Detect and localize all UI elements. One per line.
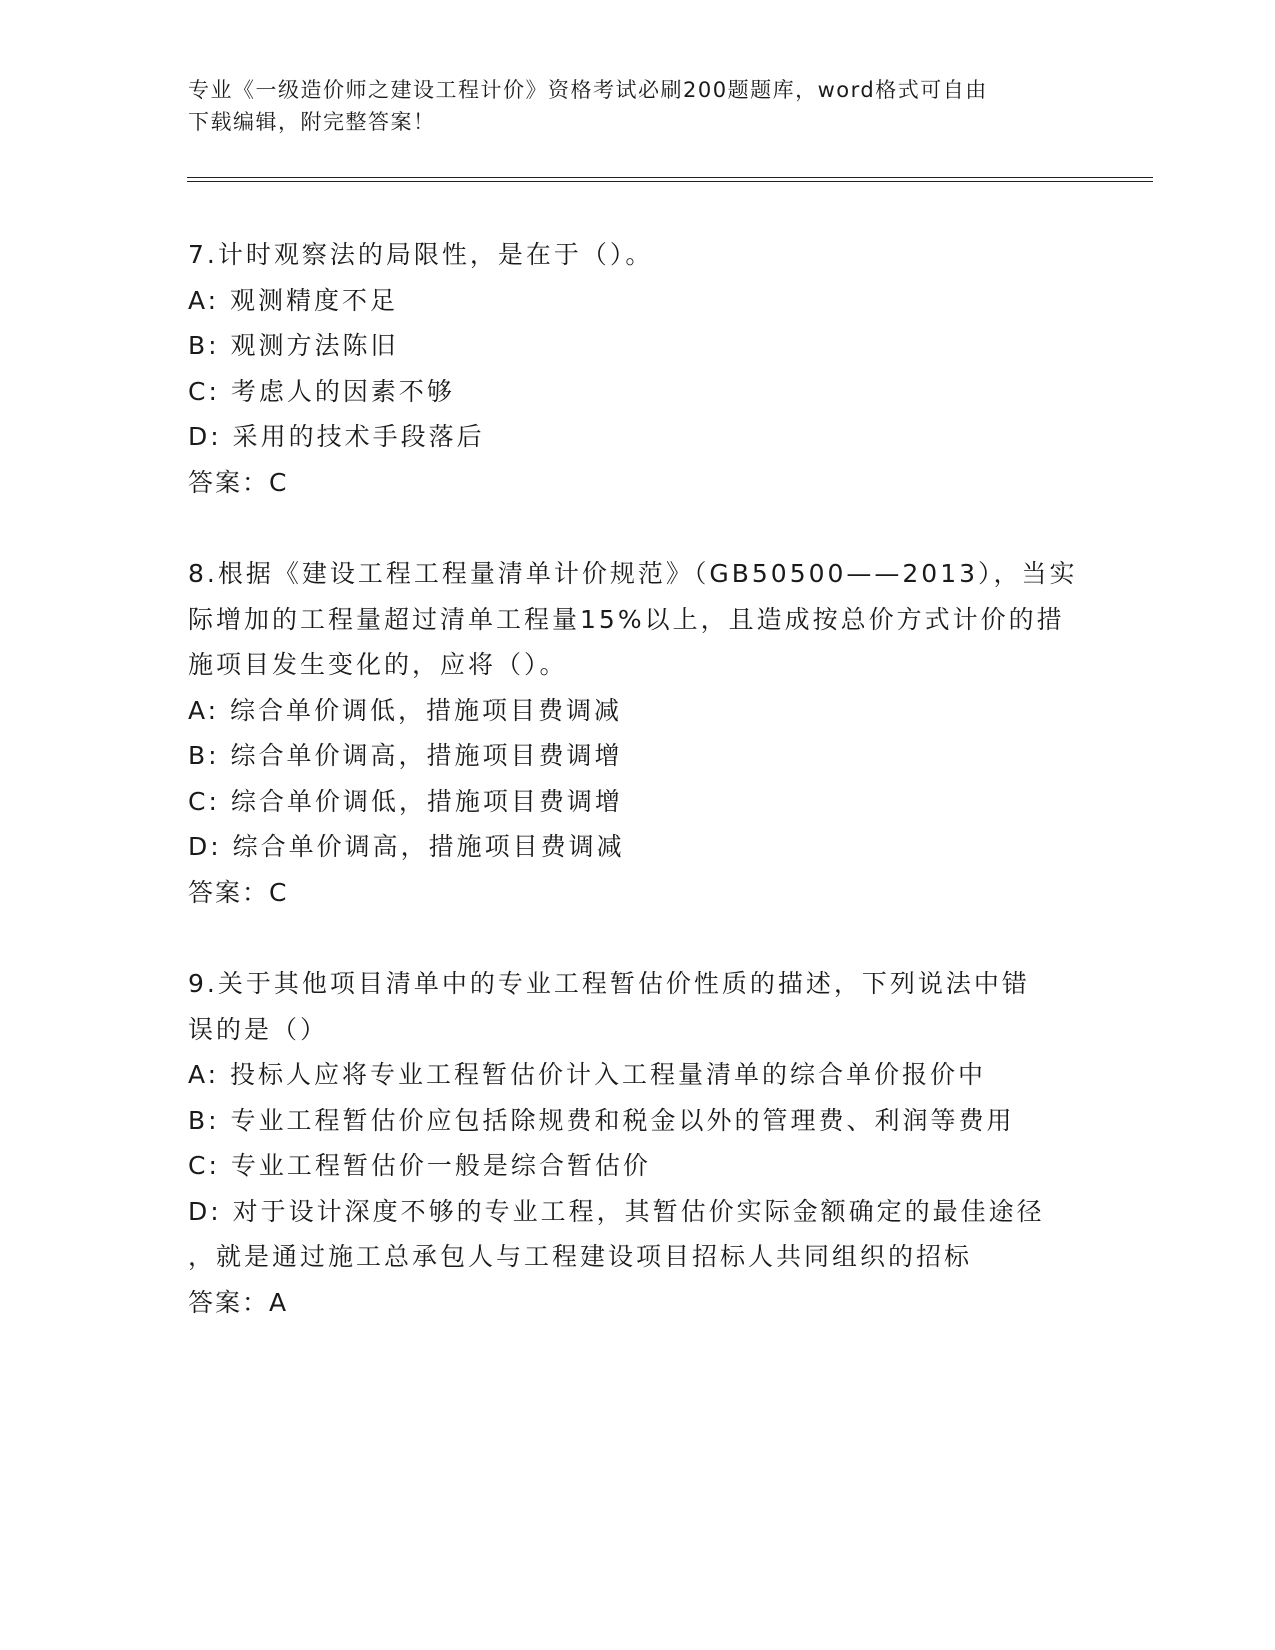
option-d: D: 综合单价调高，措施项目费调减 bbox=[188, 832, 625, 861]
document-header bbox=[188, 74, 1088, 138]
option-c: C: 专业工程暂估价一般是综合暂估价 bbox=[188, 1151, 651, 1180]
option-d-continued: ，就是通过施工总承包人与工程建设项目招标人共同组织的招标 bbox=[188, 1242, 973, 1271]
answer-text: 答案：C bbox=[188, 877, 289, 907]
option-d: D: 对于设计深度不够的专业工程，其暂估价实际金额确定的最佳途径 bbox=[188, 1196, 1045, 1226]
option-c: C: 考虑人的因素不够 bbox=[188, 376, 455, 406]
option-a: A: 综合单价调低，措施项目费调减 bbox=[188, 695, 623, 725]
question-stem: 际增加的工程量超过清单工程量15%以上，且造成按总价方式计价的措 bbox=[188, 604, 1065, 634]
option-c: C: 综合单价调低，措施项目费调增 bbox=[188, 786, 623, 816]
question-9 bbox=[188, 961, 1098, 1325]
question-stem: 8.根据《建设工程工程量清单计价规范》（GB50500——2013），当实 bbox=[188, 559, 1078, 588]
question-7 bbox=[188, 232, 1098, 505]
option-d: D: 采用的技术手段落后 bbox=[188, 422, 485, 451]
question-stem: 施项目发生变化的，应将（）。 bbox=[188, 650, 568, 679]
question-list bbox=[188, 232, 1098, 1371]
answer-text: 答案：C bbox=[188, 467, 289, 497]
option-b: B: 观测方法陈旧 bbox=[188, 331, 399, 360]
question-8 bbox=[188, 551, 1098, 915]
option-b: B: 专业工程暂估价应包括除规费和税金以外的管理费、利润等费用 bbox=[188, 1105, 1015, 1135]
header-line-2: 下载编辑，附完整答案！ bbox=[188, 110, 436, 134]
question-stem: 7.计时观察法的局限性，是在于（）。 bbox=[188, 240, 654, 269]
option-a: A: 投标人应将专业工程暂估价计入工程量清单的综合单价报价中 bbox=[188, 1060, 987, 1089]
answer-text: 答案：A bbox=[188, 1287, 289, 1317]
question-stem: 误的是（） bbox=[188, 1014, 329, 1044]
option-b: B: 综合单价调高，措施项目费调增 bbox=[188, 741, 623, 770]
header-line-1: 专业《一级造价师之建设工程计价》资格考试必刷200题题库，word格式可自由 bbox=[188, 78, 988, 102]
option-a: A: 观测精度不足 bbox=[188, 285, 399, 315]
header-divider bbox=[187, 177, 1153, 182]
question-stem: 9.关于其他项目清单中的专业工程暂估价性质的描述，下列说法中错 bbox=[188, 969, 1030, 998]
